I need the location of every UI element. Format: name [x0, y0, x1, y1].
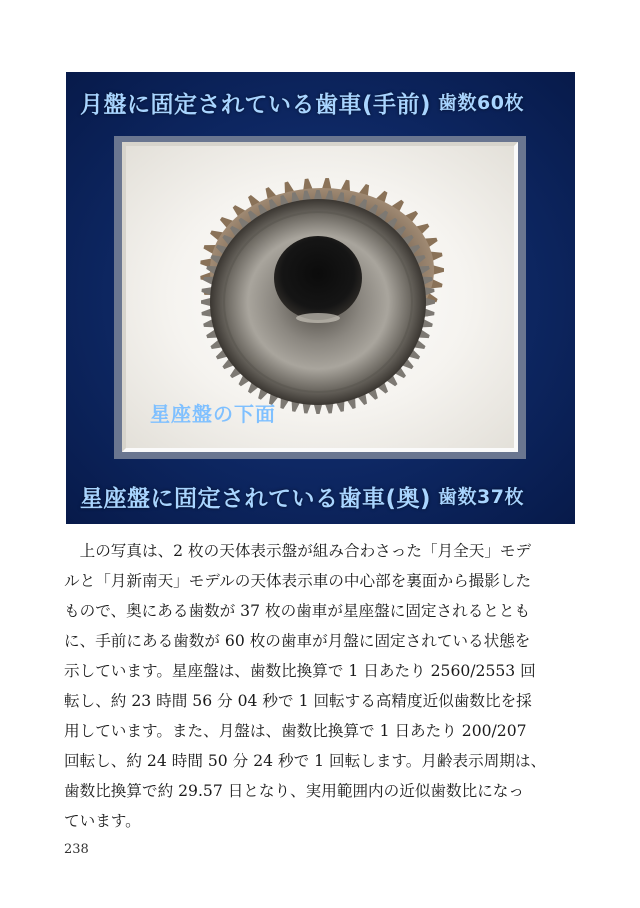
caption-bottom-tooth-count: 歯数37枚 [438, 486, 524, 508]
body-line: ています。 [64, 812, 141, 830]
body-paragraph [64, 536, 578, 836]
page-number: 238 [64, 842, 89, 857]
constellation-disc-underside-label: 星座盤の下面 [150, 402, 276, 426]
body-line: 歯数比換算で約 29.57 日となり、実用範囲内の近似歯数比になっ [64, 782, 524, 800]
body-line: もので、奥にある歯数が 37 枚の歯車が星座盤に固定されるととも [64, 602, 531, 620]
body-line: ルと「月新南天」モデルの天体表示車の中心部を裏面から撮影した [64, 572, 532, 590]
figure-photo [66, 72, 575, 524]
caption-top-tooth-count: 歯数60枚 [438, 92, 524, 114]
hole-highlight [296, 313, 340, 323]
body-line: 回転し、約 24 時間 50 分 24 秒で 1 回転します。月齢表示周期は、 [64, 752, 547, 770]
gear-photo [122, 142, 518, 452]
caption-top-title: 月盤に固定されている歯車(手前) [80, 92, 432, 118]
body-line: 示しています。星座盤は、歯数比換算で 1 日あたり 2560/2553 回 [64, 662, 536, 680]
body-line: に、手前にある歯数が 60 枚の歯車が月盤に固定されている状態を [64, 632, 531, 650]
body-line: 転し、約 23 時間 56 分 04 秒で 1 回転する高精度近似歯数比を採 [64, 692, 532, 710]
caption-bottom-title: 星座盤に固定されている歯車(奥) [80, 486, 432, 512]
center-hole [274, 236, 362, 320]
body-line: 用しています。また、月盤は、歯数比換算で 1 日あたり 200/207 [64, 722, 527, 740]
body-line: 上の写真は、2 枚の天体表示盤が組み合わさった「月全天」モデ [79, 542, 532, 560]
